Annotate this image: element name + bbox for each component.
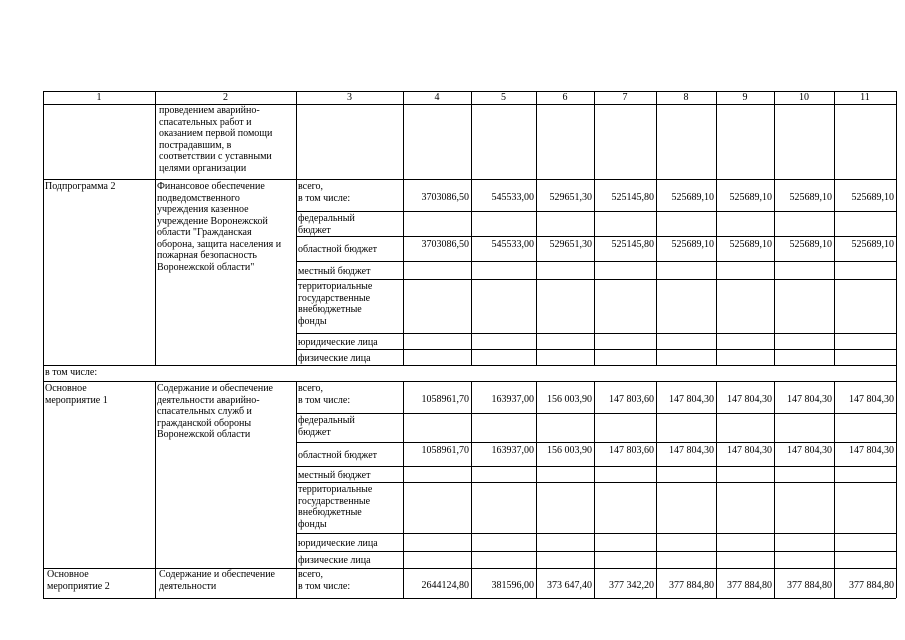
- subrow-border: [296, 442, 896, 443]
- subrow-border: [296, 533, 896, 534]
- subrow-border: [296, 413, 896, 414]
- col-divider: [155, 104, 156, 179]
- amount-cell: 2644124,80: [421, 580, 469, 591]
- col-divider: [656, 104, 657, 179]
- amount-cell: 545533,00: [491, 192, 534, 203]
- col-divider: [43, 179, 44, 365]
- sub2-description: Финансовое обеспечение подведомственного учреждения казенное учреждение Воронежской области "Гражданская оборона, защита населения и пожарная безопасность Воронежской области": [157, 181, 282, 273]
- subrow-border: [296, 279, 896, 280]
- amount-cell: 147 804,30: [787, 394, 832, 405]
- source-label: юридические лица: [298, 537, 378, 549]
- col-divider: [774, 104, 775, 179]
- col-divider: [296, 568, 297, 598]
- col-divider: [834, 381, 835, 568]
- amount-cell: 377 884,80: [669, 580, 714, 591]
- col-divider: [471, 104, 472, 179]
- col-divider: [536, 381, 537, 568]
- subrow-border: [296, 349, 896, 350]
- amount-cell: 529651,30: [549, 192, 592, 203]
- col-divider: [43, 381, 44, 568]
- col-divider: [471, 179, 472, 365]
- col-divider: [296, 179, 297, 365]
- amount-cell: 545533,00: [491, 239, 534, 250]
- om2-description: Содержание и обеспечение деятельности: [159, 569, 275, 592]
- amount-cell: 156 003,90: [547, 445, 592, 456]
- col-divider: [896, 104, 897, 179]
- col-divider: [594, 104, 595, 179]
- col-divider: [296, 104, 297, 179]
- col-divider: [536, 179, 537, 365]
- header-cell-2: 2: [223, 92, 228, 103]
- source-label: физические лица: [298, 555, 371, 566]
- col-divider: [896, 179, 897, 365]
- col-divider: [155, 179, 156, 365]
- col-divider: [471, 381, 472, 568]
- continuation-description: проведением аварийно- спасательных работ и оказанием первой помощи пострадавшим, в соответствии с уставными целями организации: [159, 105, 273, 174]
- col-divider: [403, 104, 404, 179]
- col-divider: [155, 568, 156, 598]
- header-cell-5: 5: [501, 92, 506, 103]
- col-divider: [403, 381, 404, 568]
- amount-cell: 163937,00: [491, 445, 534, 456]
- col-divider: [774, 179, 775, 365]
- om2-name: Основное мероприятие 2: [47, 569, 110, 592]
- col-divider: [594, 381, 595, 568]
- amount-cell: 529651,30: [549, 239, 592, 250]
- in-that-number: в том числе:: [45, 367, 98, 378]
- amount-cell: 147 804,30: [727, 445, 772, 456]
- header-cell-3: 3: [347, 92, 352, 103]
- source-label: территориальные государственные внебюджетные фонды: [298, 484, 373, 530]
- source-label: местный бюджет: [298, 469, 371, 481]
- col-divider: [774, 381, 775, 568]
- amount-cell: 3703086,50: [421, 239, 469, 250]
- subrow-border: [296, 236, 896, 237]
- header-cell-8: 8: [683, 92, 689, 103]
- amount-cell: 525689,10: [671, 239, 714, 250]
- om1-description: Содержание и обеспечение деятельности аварийно- спасательных служб и гражданской обороны Воронежской области: [157, 383, 273, 440]
- col-divider: [834, 104, 835, 179]
- source-label: областной бюджет: [298, 449, 378, 461]
- subrow-border: [296, 551, 896, 552]
- col-divider: [43, 568, 44, 598]
- amount-cell: 147 804,30: [849, 394, 894, 405]
- source-label: территориальные государственные внебюджетные фонды: [298, 281, 373, 327]
- subrow-border: [296, 466, 896, 467]
- amount-cell: 373 647,40: [547, 580, 592, 591]
- amount-cell: 377 342,20: [609, 580, 654, 591]
- header-cell-7: 7: [622, 92, 628, 103]
- source-label: местный бюджет: [298, 265, 371, 277]
- source-label: всего, в том числе:: [298, 383, 351, 406]
- om1-name: Основное мероприятие 1: [45, 383, 108, 406]
- amount-cell: 147 804,30: [669, 394, 714, 405]
- row-border: [43, 179, 896, 180]
- source-label: федеральный бюджет: [298, 415, 355, 438]
- amount-cell: 377 884,80: [787, 580, 832, 591]
- amount-cell: 147 804,30: [727, 394, 772, 405]
- subrow-border: [296, 261, 896, 262]
- amount-cell: 525689,10: [729, 192, 772, 203]
- source-label: всего, в том числе:: [298, 181, 351, 204]
- subrow-border: [296, 482, 896, 483]
- col-divider: [716, 179, 717, 365]
- amount-cell: 1058961,70: [421, 394, 469, 405]
- amount-cell: 525689,10: [789, 239, 832, 250]
- col-divider: [716, 104, 717, 179]
- amount-cell: 377 884,80: [727, 580, 772, 591]
- subrow-border: [296, 333, 896, 334]
- amount-cell: 147 804,30: [787, 445, 832, 456]
- amount-cell: 147 804,30: [669, 445, 714, 456]
- amount-cell: 377 884,80: [849, 580, 894, 591]
- section-bottom-border: [43, 365, 896, 366]
- source-label: федеральный бюджет: [298, 213, 355, 236]
- header-cell-4: 4: [434, 92, 440, 103]
- col-divider: [896, 381, 897, 568]
- header-divider: [896, 91, 897, 104]
- header-cell-1: 1: [96, 92, 102, 103]
- amount-cell: 3703086,50: [421, 192, 469, 203]
- amount-cell: 156 003,90: [547, 394, 592, 405]
- col-divider: [896, 365, 897, 381]
- source-label: всего, в том числе:: [298, 569, 351, 592]
- amount-cell: 525689,10: [851, 192, 894, 203]
- source-label: юридические лица: [298, 336, 378, 348]
- col-divider: [716, 381, 717, 568]
- col-divider: [43, 104, 44, 179]
- header-cell-6: 6: [562, 92, 568, 103]
- amount-cell: 381596,00: [491, 580, 534, 591]
- col-divider: [896, 568, 897, 598]
- col-divider: [536, 104, 537, 179]
- source-label: физические лица: [298, 352, 371, 364]
- col-divider: [43, 365, 44, 381]
- col-divider: [403, 179, 404, 365]
- sub2-name: Подпрограмма 2: [45, 181, 116, 192]
- row-border: [43, 381, 896, 382]
- header-cell-10: 10: [799, 92, 809, 103]
- amount-cell: 1058961,70: [421, 445, 469, 456]
- amount-cell: 525689,10: [729, 239, 772, 250]
- col-divider: [594, 179, 595, 365]
- amount-cell: 163937,00: [491, 394, 534, 405]
- amount-cell: 525145,80: [611, 239, 654, 250]
- amount-cell: 147 803,60: [609, 445, 654, 456]
- col-divider: [296, 381, 297, 568]
- header-cell-9: 9: [742, 92, 748, 103]
- col-divider: [656, 381, 657, 568]
- header-cell-11: 11: [860, 92, 870, 103]
- amount-cell: 525689,10: [671, 192, 714, 203]
- amount-cell: 525689,10: [851, 239, 894, 250]
- col-divider: [155, 381, 156, 568]
- amount-cell: 147 804,30: [849, 445, 894, 456]
- source-label: областной бюджет: [298, 244, 378, 255]
- col-divider: [656, 179, 657, 365]
- col-divider: [834, 179, 835, 365]
- table-bottom-border: [43, 598, 896, 599]
- amount-cell: 147 803,60: [609, 394, 654, 405]
- subrow-border: [296, 211, 896, 212]
- amount-cell: 525145,80: [611, 192, 654, 203]
- amount-cell: 525689,10: [789, 192, 832, 203]
